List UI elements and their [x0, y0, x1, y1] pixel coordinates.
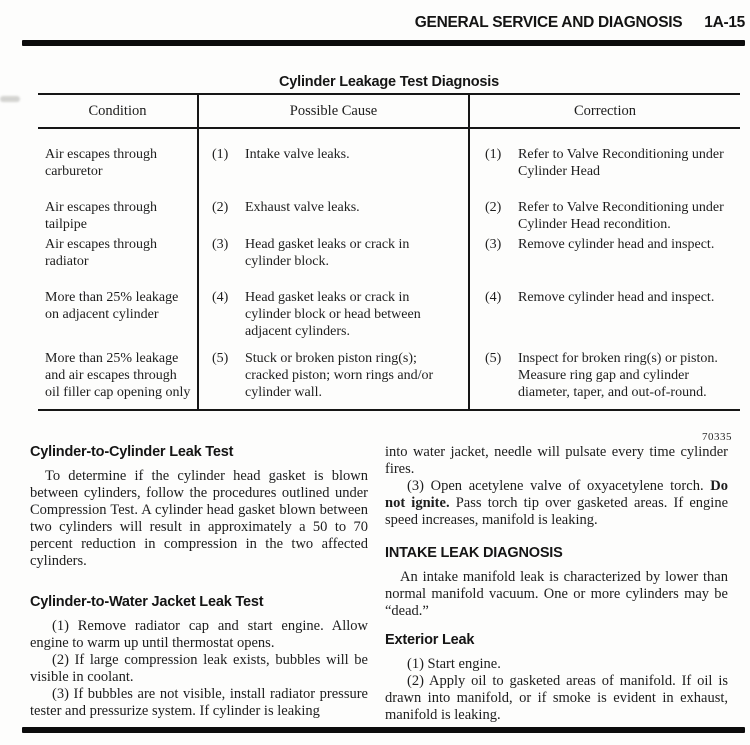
cause-text: Head gasket leaks or crack in cylinder block or head between adjacent cylinders. [245, 290, 421, 339]
paragraph-text: (3) Open acetylene valve of oxyacetylene torch. [407, 478, 711, 494]
paragraph: (1) Remove radiator cap and start engine. Allow engine to warm up until thermostat opens. [30, 618, 368, 651]
body-columns [30, 444, 728, 724]
section-heading-cylinder-to-cylinder-leak-test: Cylinder-to-Cylinder Leak Test [30, 444, 234, 460]
correction-number: (3) [485, 237, 502, 252]
correction-text: Remove cylinder head and inspect. [518, 290, 715, 305]
paragraph: (3) If bubbles are not visible, install radiator pressure tester and pressurize system. If cylinder is leaking [30, 686, 368, 719]
cell-condition: More than 25% leakage on adjacent cylinder [45, 290, 179, 322]
paragraph: (2) If large compression leak exists, bubbles will be visible in coolant. [30, 652, 368, 685]
header-rule [22, 40, 745, 46]
header-title: GENERAL SERVICE AND DIAGNOSIS [414, 14, 683, 31]
footer-rule [22, 727, 745, 733]
cause-text: Head gasket leaks or crack in cylinder block. [245, 237, 410, 269]
cell-possible-cause [197, 270, 468, 340]
bold-warning-text: Do not ignite. [385, 478, 728, 511]
cell-possible-cause [197, 180, 468, 233]
cause-number: (1) [212, 147, 229, 162]
cell-condition: Air escapes through radiator [45, 237, 157, 269]
correction-text: Remove cylinder head and inspect. [518, 237, 715, 252]
diagnosis-table [38, 93, 740, 411]
cell-correction [468, 233, 740, 270]
cell-possible-cause [197, 129, 468, 180]
table-title: Cylinder Leakage Test Diagnosis [279, 74, 499, 90]
paragraph: into water jacket, needle will pulsate every time cylinder fires. [385, 444, 728, 477]
cell-correction [468, 180, 740, 233]
paragraph-text: Pass torch tip over gasketed areas. If engine speed increases, manifold is leaking. [385, 495, 729, 528]
correction-number: (5) [485, 351, 502, 366]
right-column [385, 444, 728, 724]
cell-possible-cause [197, 233, 468, 270]
paragraph: (1) Start engine. [407, 656, 501, 672]
correction-number: (1) [485, 147, 502, 162]
cell-correction [468, 340, 740, 409]
cause-text: Stuck or broken piston ring(s); cracked piston; worn rings and/or cylinder wall. [245, 351, 434, 400]
cause-text: Exhaust valve leaks. [245, 200, 360, 215]
cell-correction [468, 270, 740, 340]
section-heading-exterior-leak: Exterior Leak [385, 632, 475, 648]
section-heading-cylinder-to-water-jacket-leak-test: Cylinder-to-Water Jacket Leak Test [30, 594, 264, 610]
cause-number: (5) [212, 351, 229, 366]
paragraph [385, 478, 728, 529]
correction-number: (4) [485, 290, 502, 305]
column-header-condition: Condition [38, 95, 197, 129]
cause-text: Intake valve leaks. [245, 147, 350, 162]
cell-correction [468, 129, 740, 180]
correction-text: Refer to Valve Reconditioning under Cylinder Head recondition. [518, 200, 724, 232]
cause-number: (3) [212, 237, 229, 252]
figure-number: 70335 [702, 431, 732, 443]
correction-number: (2) [485, 200, 502, 215]
cell-possible-cause [197, 340, 468, 409]
paragraph: An intake manifold leak is characterized by lower than normal manifold vacuum. One or more cylinders may be “dead.” [385, 569, 728, 619]
cause-number: (2) [212, 200, 229, 215]
page-header [415, 14, 745, 32]
paragraph: (2) Apply oil to gasketed areas of manifold. If oil is drawn into manifold, or if smoke is evident in exhaust, manifold is leaking. [385, 673, 728, 723]
paragraph: To determine if the cylinder head gasket is blown between cylinders, follow the procedures outlined under Compression Test. A cylinder head gasket blown between two cylinders will result in approximately a 50 to 70 percent reduction in compression in the two affected cylinders. [30, 468, 368, 569]
cell-condition: More than 25% leakage and air escapes through oil filler cap opening only [45, 351, 191, 400]
cell-condition: Air escapes through carburetor [45, 147, 157, 179]
column-header-possible-cause: Possible Cause [197, 95, 468, 129]
cause-number: (4) [212, 290, 229, 305]
column-header-correction: Correction [468, 95, 740, 129]
section-heading-intake-leak-diagnosis: INTAKE LEAK DIAGNOSIS [385, 545, 563, 561]
header-page-number: 1A-15 [704, 14, 745, 31]
correction-text: Refer to Valve Reconditioning under Cylinder Head [518, 147, 724, 179]
left-column [30, 444, 368, 724]
scan-artifact [0, 96, 20, 102]
correction-text: Inspect for broken ring(s) or piston. Measure ring gap and cylinder diameter, taper, and out-of-round. [518, 351, 718, 400]
cell-condition: Air escapes through tailpipe [45, 200, 157, 232]
